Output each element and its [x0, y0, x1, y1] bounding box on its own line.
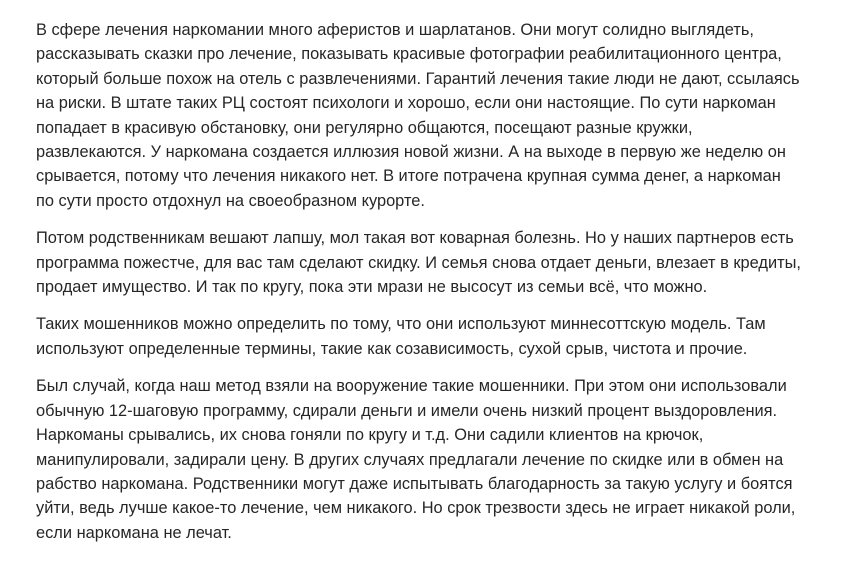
paragraph-4 [36, 374, 831, 545]
text-line: попадает в красивую обстановку, они регулярно общаются, посещают разные кружки, [36, 118, 693, 137]
text-line: по сути просто отдохнул на своеобразном курорте. [36, 191, 425, 210]
text-line: срывается, потому что лечения никакого нет. В итоге потрачена крупная сумма денег, а наркоман [36, 167, 781, 186]
text-line: развлекаются. У наркомана создается иллюзия новой жизни. А на выходе в первую же неделю он [36, 143, 786, 162]
text-line: который больше похож на отель с развлечениями. Гарантий лечения такие люди не дают, ссылаясь [36, 69, 800, 88]
text-line: рабство наркомана. Родственники могут даже испытывать благодарность за такую услугу и боятся [36, 474, 793, 493]
text-line: уйти, ведь лучше какое-то лечение, чем никакого. Но срок трезвости здесь не играет никакой роли, [36, 499, 796, 518]
paragraph-1 [36, 18, 831, 213]
text-line: Таких мошенников можно определить по тому, что они используют миннесоттскую модель. Там [36, 315, 766, 334]
text-line: продает имущество. И так по кругу, пока эти мрази не высосут из семьи всё, что можно. [36, 278, 708, 297]
text-line: Был случай, когда наш метод взяли на вооружение такие мошенники. При этом они использовали [36, 377, 787, 396]
paragraph-2 [36, 226, 831, 299]
text-line: Наркоманы срывались, их снова гоняли по кругу и т.д. Они садили клиентов на крючок, [36, 426, 704, 445]
text-line: если наркомана не лечат. [36, 523, 232, 542]
text-line: на риски. В штате таких РЦ состоят психологи и хорошо, если они настоящие. По сути наркоман [36, 94, 776, 113]
text-line: обычную 12-шаговую программу, сдирали деньги и имели очень низкий процент выздоровления. [36, 401, 778, 420]
paragraph-spacing [36, 299, 831, 312]
paragraph-3 [36, 312, 831, 361]
text-line: манипулировали, задирали цену. В других случаях предлагали лечение по скидке или в обмен на [36, 450, 784, 469]
text-line: программа пожестче, для вас там сделают скидку. И семья снова отдает деньги, влезает в кредиты, [36, 253, 801, 272]
paragraph-spacing [36, 213, 831, 226]
text-line: рассказывать сказки про лечение, показывать красивые фотографии реабилитационного центра, [36, 45, 782, 64]
text-line: Потом родственникам вешают лапшу, мол такая вот коварная болезнь. Но у наших партнеров есть [36, 229, 794, 248]
text-line: В сфере лечения наркомании много аферистов и шарлатанов. Они могут солидно выглядеть, [36, 21, 754, 39]
text-line: используют определенные термины, такие как созависимость, сухой срыв, чистота и прочие. [36, 339, 748, 358]
paragraph-spacing [36, 361, 831, 374]
